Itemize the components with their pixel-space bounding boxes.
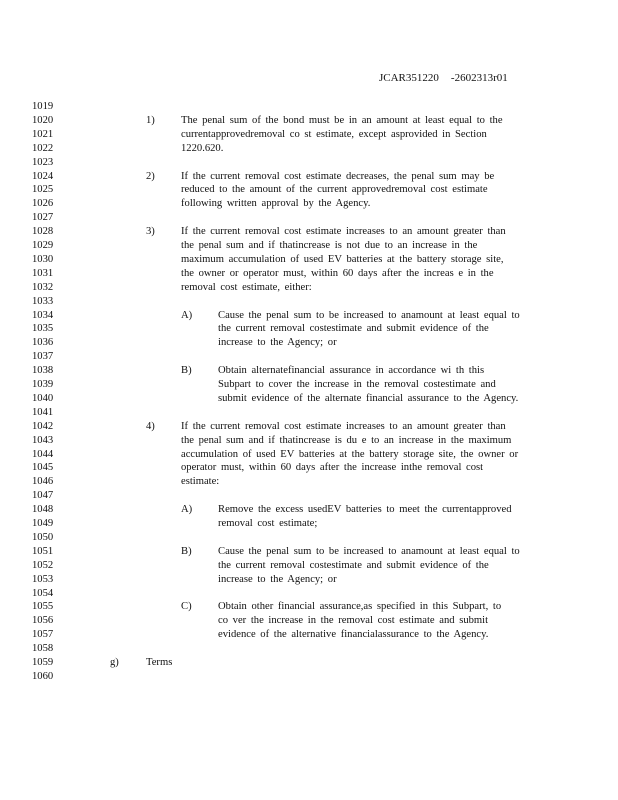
item-label: C)	[181, 601, 192, 613]
line-text: the penal sum and if thatincrease is du e to an increase in the maximum	[181, 434, 512, 446]
line-number: 1029	[32, 240, 54, 251]
line-number: 1052	[32, 559, 54, 571]
line-number: 1036	[32, 337, 54, 349]
line-text: submit evidence of the alternate financial assurance to the Agency.	[218, 392, 519, 404]
document-line	[0, 656, 618, 670]
line-number: 1027	[32, 212, 54, 224]
line-number: 1050	[32, 531, 54, 543]
item-label: 2)	[146, 170, 155, 182]
line-text: Cause the penal sum to be increased to anamount at least equal to	[218, 309, 520, 321]
line-text: increase to the Agency; or	[218, 573, 337, 585]
line-number: 1022	[32, 142, 54, 154]
line-number: 1028	[32, 226, 54, 238]
line-number: 1040	[32, 392, 54, 404]
document-line	[0, 600, 618, 614]
line-text: evidence of the alternative financialassurance to the Agency.	[218, 629, 489, 641]
document-line	[0, 336, 618, 350]
document-line	[0, 670, 618, 684]
document-line	[0, 183, 618, 197]
line-number: 1043	[32, 434, 54, 446]
document-line	[0, 128, 618, 142]
line-number: 1044	[32, 448, 54, 460]
document-line	[0, 211, 618, 225]
line-number: 1051	[32, 545, 54, 557]
document-line	[0, 281, 618, 295]
document-line	[0, 642, 618, 656]
item-label: B)	[181, 365, 192, 377]
document-line	[0, 253, 618, 267]
document-line	[0, 350, 618, 364]
document-line	[0, 100, 618, 114]
document-line	[0, 628, 618, 642]
document-line	[0, 239, 618, 253]
item-label: 1)	[146, 114, 155, 126]
document-line	[0, 448, 618, 462]
line-number: 1047	[32, 490, 54, 502]
line-number: 1059	[32, 657, 54, 668]
line-number: 1057	[32, 629, 54, 641]
document-line	[0, 434, 618, 448]
line-number: 1035	[32, 323, 54, 335]
line-text: 1220.620.	[181, 142, 224, 154]
document-line	[0, 364, 618, 378]
line-text: estimate:	[181, 476, 220, 488]
line-text: currentapprovedremoval co st estimate, except asprovided in Section	[181, 128, 487, 140]
line-text: Terms	[146, 657, 173, 668]
document-line	[0, 614, 618, 628]
item-label: g)	[110, 657, 119, 668]
item-label: A)	[181, 309, 193, 321]
document-line	[0, 114, 618, 128]
line-text: Subpart to cover the increase in the removal costestimate and	[218, 379, 496, 390]
line-number: 1031	[32, 267, 54, 279]
line-number: 1054	[32, 587, 54, 599]
line-text: If the current removal cost estimate decreases, the penal sum may be	[181, 170, 495, 182]
document-line	[0, 517, 618, 531]
document-line	[0, 420, 618, 434]
line-text: removal cost estimate;	[218, 518, 318, 529]
document-version: -2602313r01	[450, 72, 508, 84]
line-text: the penal sum and if thatincrease is not due to an increase in the	[181, 240, 478, 251]
line-text: reduced to the amount of the current approvedremoval cost estimate	[181, 184, 488, 196]
document-line	[0, 503, 618, 517]
document-line	[0, 322, 618, 336]
document-line	[0, 531, 618, 545]
line-number: 1032	[32, 281, 54, 293]
line-text: the current removal costestimate and submit evidence of the	[218, 559, 489, 571]
line-number: 1049	[32, 518, 54, 529]
document-id: JCAR351220	[379, 72, 439, 84]
document-line	[0, 309, 618, 323]
line-text: operator must, within 60 days after the increase inthe removal cost	[181, 462, 484, 474]
line-number: 1020	[32, 114, 54, 126]
document-line	[0, 461, 618, 475]
line-text: If the current removal cost estimate increases to an amount greater than	[181, 226, 506, 238]
line-text: accumulation of used EV batteries at the battery storage site, the owner or	[181, 448, 519, 460]
document-line	[0, 545, 618, 559]
line-number: 1039	[32, 379, 54, 390]
line-number: 1021	[32, 128, 54, 140]
item-label: 4)	[146, 420, 155, 432]
line-text: removal cost estimate, either:	[181, 281, 312, 293]
line-number: 1045	[32, 462, 54, 474]
line-text: If the current removal cost estimate increases to an amount greater than	[181, 420, 506, 432]
line-number: 1048	[32, 504, 54, 516]
line-text: Cause the penal sum to be increased to anamount at least equal to	[218, 545, 520, 557]
line-text: the owner or operator must, within 60 days after the increas e in the	[181, 267, 494, 279]
line-number: 1033	[32, 295, 54, 307]
line-number: 1025	[32, 184, 54, 196]
document-line	[0, 573, 618, 587]
line-number: 1056	[32, 615, 54, 627]
line-text: Remove the excess usedEV batteries to meet the currentapproved	[218, 504, 512, 516]
line-text: The penal sum of the bond must be in an amount at least equal to the	[181, 114, 503, 126]
line-number: 1046	[32, 476, 54, 488]
line-text: co ver the increase in the removal cost estimate and submit	[218, 615, 489, 627]
document-line	[0, 559, 618, 573]
line-text: the current removal costestimate and submit evidence of the	[218, 323, 489, 335]
line-number: 1042	[32, 420, 54, 432]
line-number: 1058	[32, 643, 54, 655]
item-label: 3)	[146, 226, 155, 238]
document-line	[0, 295, 618, 309]
line-number: 1030	[32, 253, 54, 265]
document-line	[0, 587, 618, 601]
document-line	[0, 378, 618, 392]
document-line	[0, 392, 618, 406]
document-line	[0, 475, 618, 489]
item-label: A)	[181, 504, 193, 516]
line-text: Obtain alternatefinancial assurance in accordance wi th this	[218, 365, 485, 377]
line-number: 1053	[32, 573, 54, 585]
item-label: B)	[181, 545, 192, 557]
line-number: 1023	[32, 156, 54, 168]
document-line	[0, 142, 618, 156]
line-text: following written approval by the Agency.	[181, 198, 371, 210]
line-text: maximum accumulation of used EV batteries at the battery storage site,	[181, 253, 504, 265]
document-line	[0, 406, 618, 420]
document-line	[0, 489, 618, 503]
document-line	[0, 156, 618, 170]
line-number: 1060	[32, 670, 54, 682]
document-header	[379, 72, 508, 84]
document-line	[0, 170, 618, 184]
line-number: 1019	[32, 101, 54, 112]
line-text: Obtain other financial assurance,as specified in this Subpart, to	[218, 601, 502, 613]
document-line	[0, 267, 618, 281]
document-line	[0, 225, 618, 239]
line-number: 1038	[32, 365, 54, 377]
line-number: 1055	[32, 601, 54, 613]
line-number: 1037	[32, 351, 54, 363]
line-number: 1024	[32, 170, 54, 182]
line-number: 1041	[32, 406, 54, 418]
line-number: 1026	[32, 198, 54, 210]
document-line	[0, 197, 618, 211]
line-number: 1034	[32, 309, 54, 321]
line-text: increase to the Agency; or	[218, 337, 337, 349]
